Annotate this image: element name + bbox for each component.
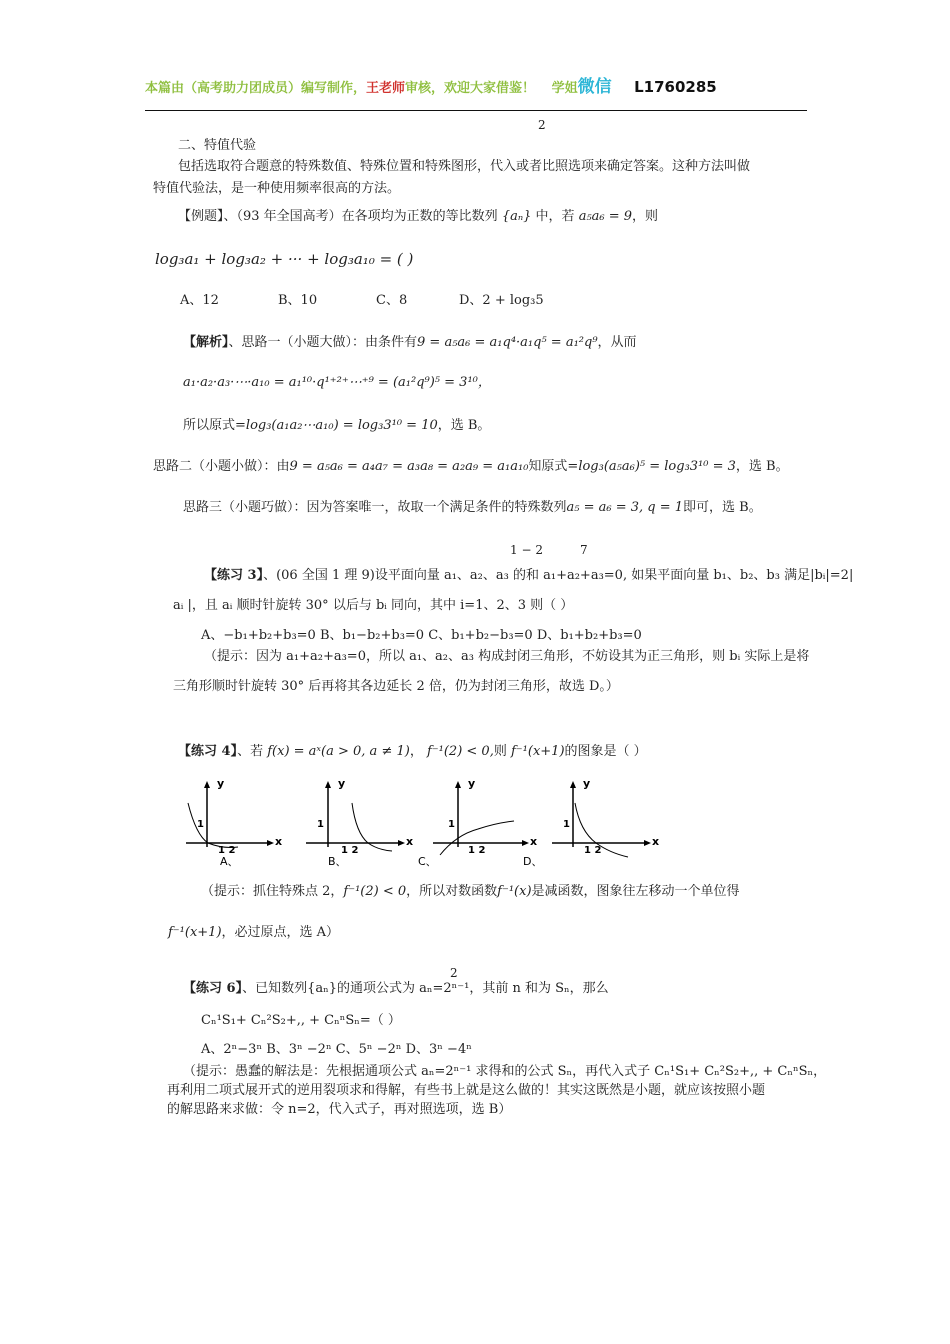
solution-line4-math: 9 = a₅a₆ = a₄a₇ = a₃a₈ = a₂a₉ = a₁a₁₀ bbox=[289, 459, 529, 474]
header-divider bbox=[145, 110, 807, 111]
ex4-math1: f(x) = aˣ(a > 0, a ≠ 1) bbox=[267, 744, 410, 759]
ex4-text1: 、若 bbox=[237, 744, 264, 759]
graph-b-one: 1 bbox=[317, 819, 324, 830]
graph-c-one: 1 bbox=[448, 819, 455, 830]
solution-line3-tail: ，选 B。 bbox=[437, 418, 491, 433]
example-seq: {aₙ} bbox=[501, 209, 532, 224]
ex4-hint-2 bbox=[168, 924, 339, 942]
ex4-math3: f⁻¹(x+1) bbox=[511, 744, 565, 759]
example-option-a: A、12 bbox=[180, 293, 219, 308]
solution-line1-tail: ，从而 bbox=[597, 335, 637, 350]
section-intro-2: 特值代验法，是一种使用频率很高的方法。 bbox=[153, 181, 401, 196]
stray-mark-3: 7 bbox=[580, 543, 588, 557]
solution-line4-mid: 知原式= bbox=[528, 459, 579, 474]
example-question bbox=[178, 208, 658, 226]
graph-b bbox=[306, 777, 413, 868]
ex6-hint-1: （提示：愚蠢的解法是：先根据通项公式 aₙ=2ⁿ⁻¹ 求得和的公式 Sₙ，再代入式子 Cₙ¹S₁+ Cₙ²S₂+,, + CₙⁿSₙ， bbox=[183, 1064, 827, 1079]
solution-line3-math: log₃(a₁a₂⋯a₁₀) = log₃3¹⁰ = 10 bbox=[245, 418, 438, 433]
graph-d bbox=[523, 777, 659, 868]
ex4-hint2-text: ，必过原点，选 A） bbox=[221, 925, 340, 940]
solution-line1-text: 、思路一（小题大做）：由条件有 bbox=[228, 335, 418, 350]
ex6-line-1 bbox=[183, 980, 609, 998]
ex4-hint1-b: ，所以对数函数 bbox=[406, 884, 498, 899]
ex4-hint-1 bbox=[201, 883, 740, 901]
ex3-options: A、−b₁+b₂+b₃=0 B、b₁−b₂+b₃=0 C、b₁+b₂−b₃=0 D、b₁+b₂+b₃=0 bbox=[201, 628, 642, 643]
ex4-question bbox=[178, 743, 647, 761]
graph-c-x-label: x bbox=[530, 835, 538, 848]
stray-mark-2: 1 − 2 bbox=[510, 543, 543, 557]
example-tail: ，则 bbox=[632, 209, 659, 224]
solution-line5-tail: 即可，选 B。 bbox=[683, 500, 762, 515]
graph-d-curve bbox=[575, 803, 628, 857]
graph-a-label: A、 bbox=[220, 855, 239, 868]
graph-b-y-label: y bbox=[338, 777, 346, 790]
graph-a-curve bbox=[188, 803, 238, 848]
header-part3: 审核，欢迎大家借鉴！ bbox=[405, 81, 536, 96]
graph-b-label: B、 bbox=[328, 855, 347, 868]
ex3-line-1 bbox=[204, 567, 853, 585]
solution-line-4 bbox=[153, 458, 789, 476]
graph-b-curve bbox=[352, 803, 392, 851]
solution-line-3 bbox=[183, 417, 490, 435]
graph-d-y-arrow bbox=[570, 781, 576, 788]
ex4-hint1-a: （提示：抓住特殊点 2， bbox=[201, 884, 344, 899]
example-label: 【例题】、（93 年全国高考）在各项均为正数的等比数列 bbox=[178, 209, 498, 224]
example-mid: 中，若 bbox=[535, 209, 575, 224]
ex6-hint-2: 再利用二项式展开式的逆用裂项求和得解，有些书上就是这么做的！其实这既然是小题，就应该按照小题 bbox=[167, 1083, 766, 1098]
ex6-options: A、2ⁿ−3ⁿ B、3ⁿ −2ⁿ C、5ⁿ −2ⁿ D、3ⁿ −4ⁿ bbox=[201, 1042, 472, 1057]
graph-a-ticks: 1 2 bbox=[218, 845, 236, 856]
graph-d-x-label: x bbox=[652, 835, 660, 848]
solution-line-5 bbox=[183, 499, 762, 517]
ex4-text3: 则 bbox=[493, 744, 507, 759]
stray-mark: 2 bbox=[538, 118, 546, 132]
example-option-c: C、8 bbox=[376, 293, 408, 308]
ex6-label: 【练习 6】 bbox=[183, 981, 243, 996]
ex4-hint1-math: f⁻¹(2) < 0 bbox=[343, 884, 407, 899]
header-part1: 本篇由（高考助力团成员）编写制作， bbox=[145, 81, 367, 96]
graph-c-x-arrow bbox=[522, 840, 529, 846]
graph-a-y-label: y bbox=[217, 777, 225, 790]
graph-d-ticks: 1 2 bbox=[584, 845, 602, 856]
solution-line1-math: 9 = a₅a₆ = a₁q⁴·a₁q⁵ = a₁²q⁹ bbox=[417, 335, 598, 350]
solution-line5-math: a₅ = a₆ = 3, q = 1 bbox=[566, 500, 684, 515]
graph-a-x-label: x bbox=[275, 835, 283, 848]
ex3-label: 【练习 3】 bbox=[204, 568, 264, 583]
ex6-line1-text: 、已知数列{aₙ}的通项公式为 aₙ=2ⁿ⁻¹，其前 n 和为 Sₙ，那么 bbox=[242, 981, 609, 996]
graph-d-one: 1 bbox=[563, 819, 570, 830]
graph-d-y-label: y bbox=[583, 777, 591, 790]
graph-c bbox=[418, 777, 537, 868]
graph-a-one: 1 bbox=[197, 819, 204, 830]
example-option-d: D、2 + log₃5 bbox=[459, 293, 544, 308]
ex6-hint-3: 的解思路来求做：令 n=2，代入式子，再对照选项，选 B） bbox=[167, 1102, 512, 1117]
graph-a bbox=[186, 777, 282, 868]
header-line bbox=[145, 72, 717, 97]
graph-a-x-arrow bbox=[267, 840, 274, 846]
solution-line5-text: 思路三（小题巧做）：因为答案唯一，故取一个满足条件的特殊数列 bbox=[183, 500, 567, 515]
ex4-math2: f⁻¹(2) < 0, bbox=[426, 744, 494, 759]
header-wechat: 微信 bbox=[577, 77, 612, 97]
ex3-line1-text: 、(06 全国 1 理 9)设平面向量 a₁、a₂、a₃ 的和 a₁+a₂+a₃=0, 如果平面向量 b₁、b₂、b₃ 满足|bᵢ|=2| bbox=[263, 568, 854, 583]
stray-mark-4: 2 bbox=[450, 966, 458, 980]
ex4-label: 【练习 4】 bbox=[178, 744, 238, 759]
solution-line4-math2: log₃(a₅a₆)⁵ = log₃3¹⁰ = 3 bbox=[578, 459, 736, 474]
ex4-graphs bbox=[178, 775, 678, 870]
ex3-hint-2: 三角形顺时针旋转 30° 后再将其各边延长 2 倍，仍为封闭三角形，故选 D。） bbox=[173, 679, 619, 694]
graph-c-ticks: 1 2 bbox=[468, 845, 486, 856]
example-cond: a₅a₆ = 9 bbox=[578, 209, 633, 224]
solution-line-1 bbox=[183, 334, 637, 352]
graph-b-y-arrow bbox=[325, 781, 331, 788]
ex4-hint2-math: f⁻¹(x+1) bbox=[168, 925, 222, 940]
graph-b-ticks: 1 2 bbox=[341, 845, 359, 856]
graph-c-y-label: y bbox=[468, 777, 476, 790]
example-expression: log₃a₁ + log₃a₂ + ··· + log₃a₁₀ = ( ) bbox=[155, 250, 414, 268]
graph-a-y-arrow bbox=[204, 781, 210, 788]
graph-d-x-arrow bbox=[644, 840, 651, 846]
solution-line3-text: 所以原式= bbox=[183, 418, 246, 433]
header-teacher: 王老师 bbox=[366, 81, 406, 96]
ex6-line-2: Cₙ¹S₁+ Cₙ²S₂+,, + CₙⁿSₙ=（ ） bbox=[201, 1013, 401, 1028]
ex4-hint1-c: 是减函数，图象往左移动一个单位得 bbox=[531, 884, 740, 899]
section-title: 二、特值代验 bbox=[178, 138, 257, 153]
graph-b-x-arrow bbox=[398, 840, 405, 846]
header-id: L1760285 bbox=[634, 78, 717, 96]
solution-label: 【解析】 bbox=[183, 335, 229, 350]
example-option-b: B、10 bbox=[278, 293, 318, 308]
section-intro-1: 包括选取符合题意的特殊数值、特殊位置和特殊图形，代入或者比照选项来确定答案。这种方法叫做 bbox=[178, 159, 751, 174]
graph-d-label: D、 bbox=[523, 855, 543, 868]
ex4-text4: 的图象是（ ） bbox=[564, 744, 647, 759]
graph-b-x-label: x bbox=[406, 835, 414, 848]
ex4-hint1-math2: f⁻¹(x) bbox=[497, 884, 532, 899]
graph-c-label: C、 bbox=[418, 855, 437, 868]
solution-line4-text: 思路二（小题小做）：由 bbox=[153, 459, 290, 474]
header-part4: 学姐 bbox=[551, 81, 578, 96]
ex3-hint-1: （提示：因为 a₁+a₂+a₃=0，所以 a₁、a₂、a₃ 构成封闭三角形，不妨设其为正三角形，则 bᵢ 实际上是将 bbox=[204, 649, 810, 664]
solution-line4-tail: ，选 B。 bbox=[735, 459, 789, 474]
solution-line-2: a₁·a₂·a₃·⋯·a₁₀ = a₁¹⁰·q¹⁺²⁺⋯⁺⁹ = (a₁²q⁹)⁵ = 3¹⁰， bbox=[183, 375, 491, 390]
ex3-line-2: aᵢ |，且 aᵢ 顺时针旋转 30° 以后与 bᵢ 同向，其中 i=1、2、3 则（ ） bbox=[173, 598, 574, 613]
graph-c-y-arrow bbox=[455, 781, 461, 788]
ex4-text2: ， bbox=[409, 744, 423, 759]
